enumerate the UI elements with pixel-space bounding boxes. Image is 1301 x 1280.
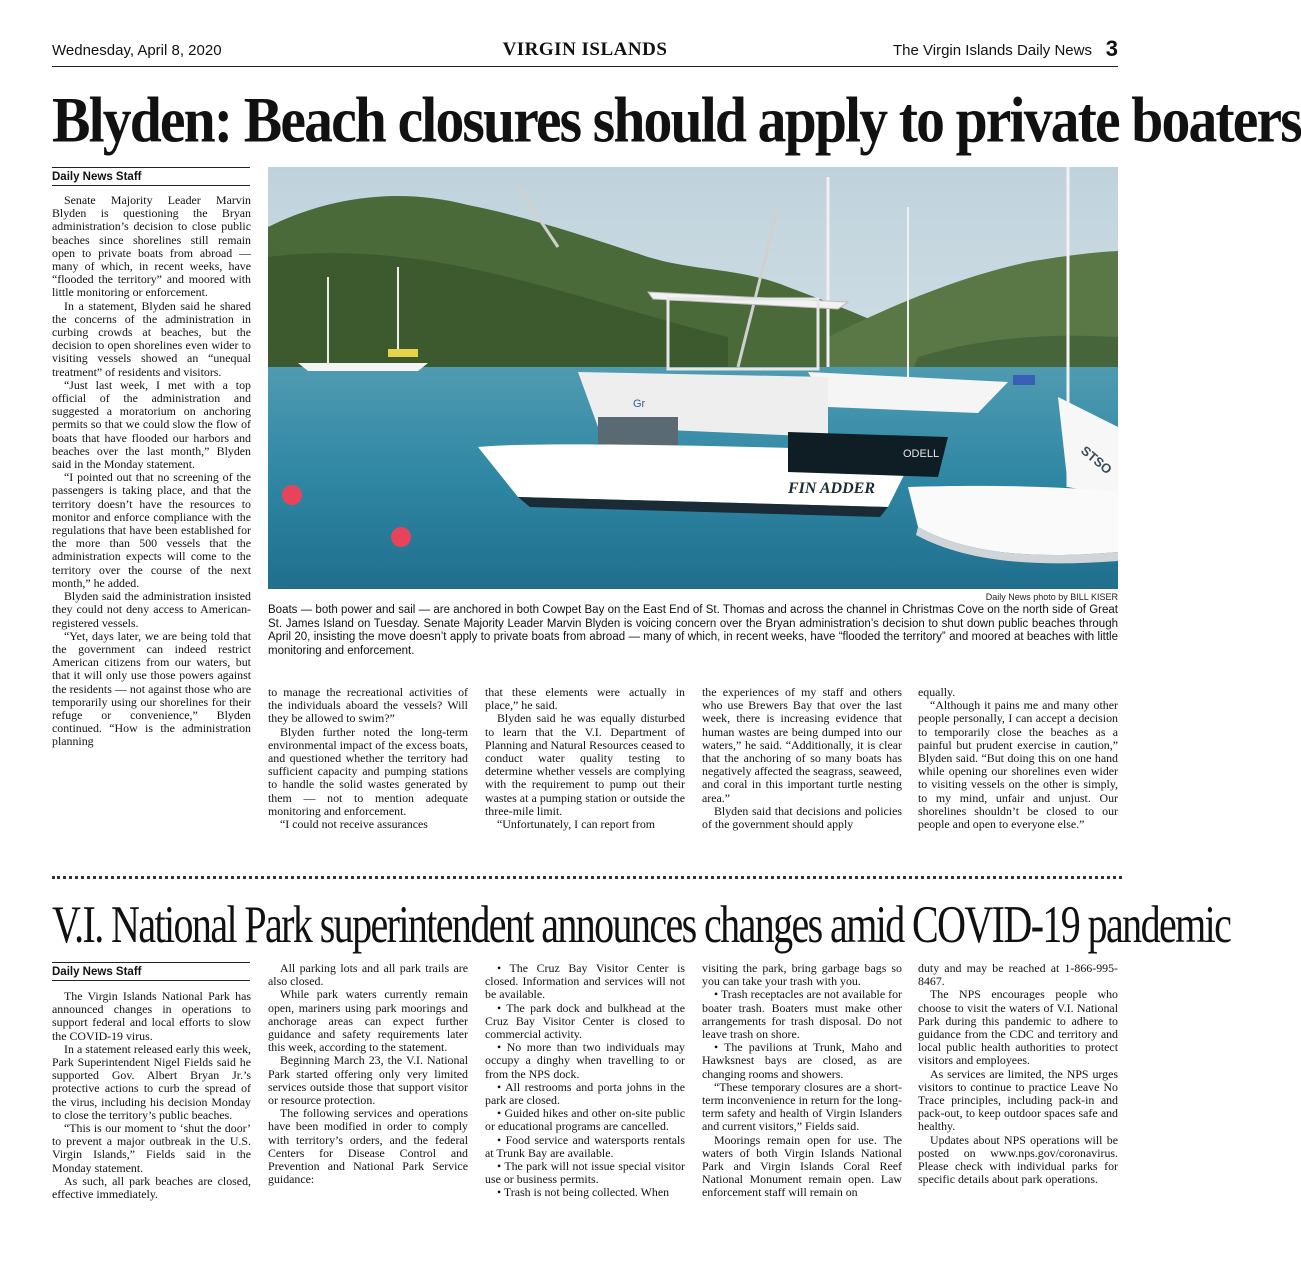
list-item: • The Cruz Bay Visitor Center is closed. Information and services will not be available. — [485, 961, 685, 1002]
boat-name-label: FIN ADDER — [788, 480, 875, 497]
list-item: • Trash is not being collected. When — [497, 1185, 670, 1200]
paragraph: While park waters currently remain open, mariners using park moorings and anchorage areas can expect further guidance and safety requirements later this week, according to the statement. — [268, 987, 468, 1055]
paragraph: the experiences of my staff and others who use Brewers Bay that over the last week, there is increasing evidence that human wastes are being dumped into our waters,” he said. “Additionally, it is clear that the anchoring of so many boats has negatively affected the seagrass, seaweed, and coral in this important turtle nesting area.” — [702, 685, 902, 805]
mooring-buoy — [282, 485, 302, 505]
paragraph: Moorings remain open for use. The waters of both Virgin Islands National Park and Virgin Islands Coral Reef National Monument remain open. Law enforcement staff will remain on — [702, 1132, 902, 1200]
paragraph: “I pointed out that no screening of the passengers is taking place, and that the territory doesn’t have the resources to monitor and enforce compliance with the regulations that have been established for the more than 500 vessels that the administration expects will come to the territory over the course of the next month,” he added. — [52, 470, 251, 590]
list-item: • Food service and watersports rentals at Trunk Bay are available. — [485, 1132, 685, 1160]
paragraph: duty and may be reached at 1-866-995-8467. — [918, 961, 1118, 989]
paragraph: to manage the recreational activities of the individuals aboard the vessels? Will they be allowed to swim?” — [268, 685, 468, 726]
paragraph: Senate Majority Leader Marvin Blyden is questioning the Bryan administration’s decision to close public beaches since shorelines still remain open to private boats from abroad — many of which, in recent weeks, have “flooded the territory” and moored with little monitoring or enforcement. — [52, 193, 251, 300]
paragraph: Blyden said that decisions and policies of the government should apply — [702, 803, 902, 832]
paragraph: “I could not receive assurances — [280, 817, 428, 832]
story2-byline: Daily News Staff — [52, 962, 250, 981]
story1-byline: Daily News Staff — [52, 167, 250, 186]
paragraph: Updates about NPS operations will be posted on www.nps.gov/coronavirus. Please check with individual parks for specific details about park operations. — [918, 1132, 1118, 1187]
story-divider — [52, 876, 1122, 879]
paper-name: The Virgin Islands Daily News — [893, 42, 1092, 59]
list-item: • All restrooms and porta johns in the park are closed. — [485, 1079, 685, 1108]
paragraph: Blyden said he was equally disturbed to learn that the V.I. Department of Planning and Natural Resources ceased to conduct water quality testing to determine whether vessels are complying with the requirement to pump out their wastes at a pumping station or outside the three-mile limit. — [485, 711, 685, 818]
story1-headline: Blyden: Beach closures should apply to private boaters — [52, 84, 1301, 157]
paragraph: All parking lots and all park trails are also closed. — [268, 961, 468, 989]
story2-column-1 — [52, 990, 251, 1201]
paragraph: In a statement released early this week, Park Superintendent Nigel Fields said he supported Gov. Albert Bryan Jr.’s protective actions to curb the spread of the virus, including his decision Monday to close the territory’s public beaches. — [52, 1041, 251, 1122]
paragraph: visiting the park, bring garbage bags so you can take your trash with you. — [702, 961, 902, 989]
list-item: • The park dock and bulkhead at the Cruz Bay Visitor Center is closed to commercial activity. — [485, 1000, 685, 1042]
list-item: • No more than two individuals may occupy a dinghy when travelling to or from the NPS dock. — [485, 1040, 685, 1081]
paragraph: that these elements were actually in place,” he said. — [485, 685, 685, 713]
story1-column-3 — [485, 686, 685, 831]
masthead — [52, 38, 1118, 67]
photo-credit: Daily News photo by BILL KISER — [985, 592, 1118, 602]
yacht-name-label: ODELL — [903, 448, 940, 460]
story2-column-4 — [702, 962, 902, 1200]
list-item: • Guided hikes and other on-site public or educational programs are cancelled. — [485, 1106, 685, 1134]
story2-column-3 — [485, 962, 685, 1200]
boat-sign-text: Gr — [633, 398, 646, 410]
paragraph: Beginning March 23, the V.I. National Park started offering only very limited services outside those that support visitor or resource protection. — [268, 1053, 468, 1108]
issue-date: Wednesday, April 8, 2020 — [52, 42, 222, 59]
paragraph: “This is our moment to ‘shut the door’ to prevent a major outbreak in the U.S. Virgin Islands,” Fields said in the Monday statement. — [52, 1121, 251, 1175]
paragraph: “These temporary closures are a short-term inconvenience in return for the long-term safety and health of Virgin Islanders and current visitors,” Fields said. — [702, 1079, 902, 1134]
page-number: 3 — [1105, 36, 1118, 61]
paragraph: Blyden further noted the long-term environmental impact of the excess boats, and questioned whether the territory had sufficient capacity and pumping stations to handle the solid wastes generated by them — not to mention adequate monitoring and enforcement. — [268, 724, 468, 818]
paragraph: The following services and operations have been modified in order to comply with territory’s orders, and the federal Centers for Disease Control and Prevention and National Park Service guidance: — [268, 1106, 468, 1187]
story1-column-5 — [918, 686, 1118, 831]
list-item: • The pavilions at Trunk, Maho and Hawksnest bays are closed, as are changing rooms and showers. — [702, 1040, 902, 1081]
paragraph: The NPS encourages people who choose to visit the waters of V.I. National Park during this pandemic to adhere to guidance from the CDC and territory and local public health authorities to protect visitors and employees. — [918, 987, 1118, 1068]
photo-caption: Boats — both power and sail — are anchored in both Cowpet Bay on the East End of St. Thomas and across the channel in Christmas Cove on the north side of Great St. James Island on Tuesday. Senate Majority Leader Marvin Blyden is voicing concern over the Bryan administration’s decision to shut down public beaches through April 20, insisting the move doesn’t apply to private boats from abroad — many of which, in recent weeks, have “flooded the territory” and moored at beaches with little monitoring and enforcement. — [268, 604, 1118, 657]
story2-column-2 — [268, 962, 468, 1186]
story1-column-4 — [702, 686, 902, 831]
list-item: • The park will not issue special visitor use or business permits. — [485, 1159, 685, 1187]
paragraph: In a statement, Blyden said he shared the concerns of the administration in curbing crowds at beaches, but the decision to open shorelines even wider to visiting vessels showed an “unequal treatment” of residents and visitors. — [52, 298, 251, 379]
story2-headline: V.I. National Park superintendent announces changes amid COVID-19 pandemic — [52, 894, 1231, 954]
story1-column-2 — [268, 686, 468, 831]
paragraph: equally. — [918, 685, 956, 699]
paragraph: As services are limited, the NPS urges visitors to continue to practice Leave No Trace principles, including pack-in and pack-out, to keep outdoor spaces safe and healthy. — [918, 1066, 1118, 1134]
boats-photo — [268, 167, 1118, 589]
story1-column-1 — [52, 194, 251, 749]
paragraph: “Unfortunately, I can report from — [497, 817, 656, 832]
paragraph: “Just last week, I met with a top official of the administration and suggested a moratorium on anchoring permits so that we could slow the flow of boats that have flooded our harbors and beaches over the last month,” Blyden said in the Monday statement. — [52, 377, 251, 472]
mooring-buoy — [391, 527, 411, 547]
paragraph: As such, all park beaches are closed, effective immediately. — [52, 1173, 251, 1202]
list-item: • Trash receptacles are not available for boater trash. Boaters must make other arrangements for trash disposal. Do not leave trash on shore. — [702, 987, 902, 1042]
dark-motor-yacht — [788, 432, 948, 477]
paragraph: “Although it pains me and many other people personally, I can accept a decision to temporarily close the beaches as a painful but prudent exercise in caution,” Blyden said. “But doing this on one hand while opening our shorelines even wider to visiting vessels on the other is simply, to my mind, unfair and unjust. Our shorelines shouldn’t be closed to our people and open to everyone else.” — [918, 698, 1118, 832]
paragraph: Blyden said the administration insisted they could not deny access to American-registered vessels. — [52, 589, 251, 630]
sail-number: STSO — [1078, 442, 1115, 478]
section-title: VIRGIN ISLANDS — [502, 39, 668, 60]
paragraph: “Yet, days later, we are being told that the government can indeed restrict American citizens from our waters, but that it will only use those powers against the residents — not against those who are temporarily using our shorelines for their refuge or convenience,” Blyden continued. “How is the administration planning — [52, 628, 251, 749]
story2-column-5 — [918, 962, 1118, 1186]
paragraph: The Virgin Islands National Park has announced changes in operations to support federal and local efforts to slow the COVID-19 virus. — [52, 989, 251, 1043]
